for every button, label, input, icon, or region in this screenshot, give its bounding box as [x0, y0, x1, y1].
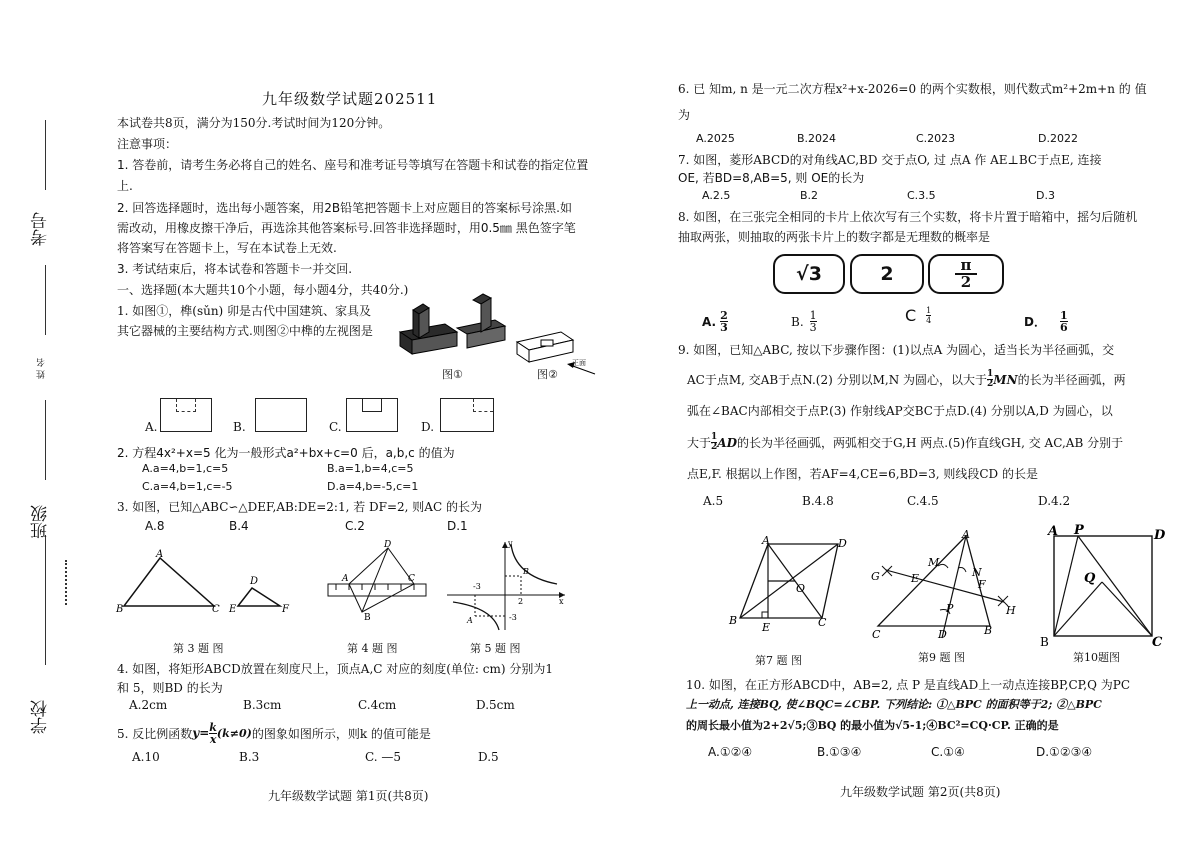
q5-function: y= $\frac{k}{x}$ (k≠0): [192, 721, 252, 746]
svg-text:B: B: [116, 604, 124, 615]
svg-text:A: A: [467, 616, 473, 625]
q9-text-line5: 点E,F. 根据以上作图，若AF=4,CE=6,BD=3, 则线段CD 的长是: [687, 467, 1038, 481]
q8-text-cont: 抽取两张，则抽取的两张卡片上的数字都是无理数的概率是: [678, 230, 991, 244]
svg-text:y: y: [508, 539, 513, 548]
half-fraction: $\frac{1}{2}$: [987, 369, 994, 389]
q2-option-a: A.a=4,b=1,c=5: [142, 462, 229, 475]
svg-text:D: D: [250, 576, 259, 587]
q1-option-c: C.: [329, 420, 342, 434]
q9-option-d: D.4.2: [1038, 494, 1071, 508]
q1-option-b-figure: [255, 398, 307, 432]
exam-no-label: 考号: [31, 212, 51, 246]
q3-option-c: C.2: [345, 519, 365, 533]
binding-line: [45, 535, 46, 665]
class-label: 班级: [31, 505, 51, 539]
page-title: 九年级数学试题202511: [262, 90, 438, 108]
q6-text: 6. 已 知m, n 是一元二次方程x²+x-2026=0 的两个实数根，则代数式m²+2m+n 的 值: [678, 82, 1147, 96]
q8-option-d-row: [1024, 310, 1068, 333]
svg-text:M: M: [928, 556, 940, 569]
q4-option-b: B.3cm: [243, 698, 282, 712]
two-thirds-fraction: $\frac{2}{3}$: [720, 309, 728, 334]
card-2: 2: [850, 254, 924, 294]
q6-option-d: D.2022: [1038, 132, 1078, 145]
q10-option-a: A.①②④: [708, 745, 753, 759]
q6-option-a: A.2025: [696, 132, 735, 145]
q3-option-b: B.4: [229, 519, 249, 533]
svg-text:A: A: [1048, 524, 1059, 539]
segment-mn: MN: [993, 372, 1018, 387]
binding-line: [45, 120, 46, 190]
q2-text: 2. 方程4x²+x=5 化为一般形式a²+bx+c=0 后，a,b,c 的值为: [117, 446, 455, 460]
fig7-caption: 第7 题 图: [755, 654, 802, 667]
q6-text-cont: 为: [678, 108, 691, 122]
svg-text:-3: -3: [509, 613, 517, 622]
fig10-caption: 第10题图: [1073, 651, 1120, 664]
q1-text-cont: 其它器械的主要结构方式.则图②中榫的左视图是: [117, 324, 373, 338]
q5-text: 5. 反比例函数: [117, 727, 193, 741]
q4-text-cont: 和 5，则BD 的长为: [117, 681, 223, 695]
svg-text:D: D: [1154, 528, 1166, 543]
q9-text-cont: AC于点M, 交AB于点N.(2) 分别以M,N 为圆心，以大于: [687, 373, 988, 387]
q1-option-a-figure: [160, 398, 212, 432]
fig10-square: [1038, 520, 1168, 648]
q4-option-c: C.4cm: [358, 698, 397, 712]
q2-option-d: D.a=4,b=-5,c=1: [327, 480, 419, 493]
q3-option-a: A.8: [145, 519, 165, 533]
svg-text:F: F: [978, 578, 986, 591]
svg-text:B: B: [364, 613, 371, 620]
one-fourth-fraction: $\frac{1}{4}$: [926, 306, 932, 325]
fig3-similar-triangles: [112, 548, 302, 618]
svg-text:A: A: [762, 534, 770, 547]
right-page-footer: 九年级数学试题 第2页(共8页): [840, 785, 1001, 799]
notice-2-cont2: 将答案写在答题卡上，写在本试卷上无效.: [117, 241, 337, 255]
svg-text:H: H: [1006, 604, 1016, 617]
svg-text:D: D: [938, 628, 947, 640]
card-sqrt3: √3: [773, 254, 845, 294]
q9-option-c: C.4.5: [907, 494, 939, 508]
q7-option-d: D.3: [1036, 189, 1055, 202]
q7-text-cont: OE, 若BD=8,AB=5, 则 OE的长为: [678, 171, 865, 185]
svg-text:A: A: [962, 528, 970, 541]
section-heading: 一、选择题(本大题共10个小题，每小题4分，共40分.): [117, 283, 409, 297]
school-label: 学校: [31, 700, 51, 734]
svg-text:P: P: [946, 602, 954, 615]
svg-text:C: C: [408, 574, 415, 584]
q8-option-c: C: [905, 306, 917, 325]
q8-option-d: D．: [1024, 315, 1046, 329]
svg-text:A: A: [156, 549, 164, 560]
figure-2-block: [517, 332, 573, 362]
one-third-fraction: $\frac{1}{3}$: [809, 309, 817, 334]
q9-text-line4-end: 的长为半径画弧，两弧相交于G,H 两点.(5)作直线GH, 交 AC,AB 分别于: [737, 436, 1124, 450]
fig7-rhombus: [726, 534, 856, 636]
half-fraction: $\frac{1}{2}$: [711, 432, 718, 452]
svg-text:B: B: [523, 567, 529, 576]
svg-text:A: A: [342, 574, 349, 584]
svg-text:B: B: [984, 624, 993, 637]
svg-text:C: C: [1152, 635, 1163, 648]
figure-1-block: [400, 304, 457, 354]
q6-option-b: B.2024: [797, 132, 837, 145]
q8-option-b-row: [791, 310, 817, 333]
q8-option-b: B.: [791, 314, 804, 329]
q9-text-line2: [687, 370, 1126, 389]
notice-2: 2. 回答选择题时，选出每小题答案，用2B铅笔把答题卡上对应题目的答案标号涂黑.如: [117, 201, 572, 215]
q10-option-c: C.①④: [931, 745, 965, 759]
fig4-caption: 第 4 题 图: [347, 642, 398, 655]
notice-3: 3. 考试结束后，将本试卷和答题卡一并交回.: [117, 262, 353, 276]
notice-2-cont: 需改动，用橡皮擦干净后，再选涂其他答案标号.回答非选择题时，用0.5㎜ 黑色签字笔: [117, 221, 576, 235]
k-over-x-fraction: $\frac{k}{x}$: [209, 721, 217, 746]
q6-option-c: C.2023: [916, 132, 956, 145]
q7-option-b: B.2: [800, 189, 819, 202]
svg-text:B: B: [729, 614, 738, 627]
notice-1-cont: 上.: [117, 179, 133, 193]
svg-text:Q: Q: [1084, 571, 1096, 586]
q8-option-a: A.: [702, 314, 717, 329]
q8-option-c-row: [905, 306, 931, 325]
q4-text: 4. 如图，将矩形ABCD放置在刻度尺上，顶点A,C 对应的刻度(单位: cm) 分别为1: [117, 662, 554, 676]
q1-option-d-figure: [440, 398, 494, 432]
card-pi-over-2: [928, 254, 1004, 294]
q1-option-c-figure: [346, 398, 398, 432]
q5-option-d: D.5: [478, 750, 499, 764]
q1-option-b: B.: [233, 420, 246, 434]
dotted-mark: [65, 560, 69, 605]
q10-text: 10. 如图，在正方形ABCD中，AB=2, 点 P 是直线AD上一动点连接BP,CP,Q 为PC: [686, 678, 1131, 692]
name-label: 姓 名: [37, 358, 47, 379]
svg-text:C: C: [818, 616, 827, 629]
q9-text-cont2: 的长为半径画弧，两: [1017, 373, 1126, 387]
q4-option-d: D.5cm: [476, 698, 515, 712]
q1-front-label: 正面: [572, 359, 586, 367]
notice-1: 1. 答卷前，请考生务必将自己的姓名、座号和准考证号等填写在答题卡和试卷的指定位置: [117, 158, 589, 172]
svg-text:C: C: [212, 604, 220, 615]
q9-option-b: B.4.8: [802, 494, 834, 508]
notice-heading: 注意事项：: [117, 137, 178, 151]
left-page-footer: 九年级数学试题 第1页(共8页): [268, 789, 429, 803]
svg-text:2: 2: [518, 597, 524, 606]
q7-option-c: C.3.5: [907, 189, 936, 202]
svg-text:F: F: [282, 604, 289, 615]
svg-text:-3: -3: [473, 582, 481, 591]
svg-text:N: N: [972, 566, 982, 579]
card-pi-numerator: π: [960, 256, 972, 274]
q8-text: 8. 如图，在三张完全相同的卡片上依次写有三个实数，将卡片置于暗箱中，摇匀后随机: [678, 210, 1138, 224]
q1-text: 1. 如图①，榫(sǔn) 卯是古代中国建筑、家具及: [117, 304, 372, 318]
fig4-ruler-rectangle: [322, 540, 432, 620]
q9-text-line3: 弧在∠BAC内部相交于点P.(3) 作射线AP交BC于点D.(4) 分别以A,D 为圆心，以: [687, 404, 1113, 418]
svg-text:x: x: [559, 597, 564, 606]
binding-line: [45, 265, 46, 335]
q5-text-cont: 的图象如图所示，则k 的值可能是: [251, 727, 431, 741]
q9-text-line4: [687, 433, 1123, 452]
svg-text:G: G: [871, 570, 880, 583]
q2-option-b: B.a=1,b=4,c=5: [327, 462, 414, 475]
exam-intro: 本试卷共8页，满分为150分.考试时间为120分钟。: [117, 116, 391, 130]
q3-option-d: D.1: [447, 519, 468, 533]
one-sixth-fraction: $\frac{1}{6}$: [1059, 309, 1068, 334]
svg-text:E: E: [762, 621, 771, 634]
q1-option-a: A.: [145, 420, 158, 434]
figure-1-piece: [457, 294, 505, 348]
svg-text:D: D: [838, 537, 847, 550]
fig3-caption: 第 3 题 图: [173, 642, 224, 655]
q1-option-d: D.: [421, 420, 435, 434]
svg-text:P: P: [1074, 523, 1084, 538]
q8-option-a-row: [702, 310, 728, 333]
q5-text-row: [117, 722, 431, 745]
q2-option-c: C.a=4,b=1,c=-5: [142, 480, 233, 493]
q5-option-c: C. —5: [365, 750, 402, 764]
card-pi-denominator: 2: [960, 273, 972, 291]
q5-option-a: A.10: [132, 750, 160, 764]
svg-text:C: C: [872, 628, 881, 640]
binding-line: [45, 400, 46, 480]
q7-text: 7. 如图，菱形ABCD的对角线AC,BD 交于点O, 过 点A 作 AE⊥BC于点E, 连接: [678, 153, 1102, 167]
fig5-caption: 第 5 题 图: [470, 642, 521, 655]
q9-text: 9. 如图，已知△ABC, 按以下步骤作图：(1)以点A 为圆心，适当长为半径画弧，交: [678, 343, 1115, 357]
q5-option-b: B.3: [239, 750, 260, 764]
svg-text:O: O: [796, 582, 806, 595]
q3-text: 3. 如图，已知△ABC∽△DEF,AB:DE=2:1, 若 DF=2, 则AC 的长为: [117, 500, 482, 514]
fig9-caption: 第9 题 图: [918, 651, 965, 664]
svg-text:B: B: [1040, 635, 1049, 648]
segment-ad: AD: [717, 435, 737, 450]
q4-option-a: A.2cm: [129, 698, 168, 712]
q1-fig2-label: 图②: [537, 368, 558, 381]
fig9-triangle-construction: [868, 526, 1018, 640]
fig5-hyperbola-graph: [445, 538, 570, 633]
svg-text:E: E: [911, 572, 920, 585]
q10-text-cont: 上一动点, 连接BQ, 使∠BQC=∠CBP. 下列结论: ①△BPC 的面积等于2; ②△BPC: [686, 698, 1102, 711]
q10-text-cont2: 的周长最小值为2+2√5;③BQ 的最小值为√5-1;④BC²=CQ·CP. 正确的是: [686, 719, 1059, 732]
q7-option-a: A.2.5: [702, 189, 731, 202]
q10-option-b: B.①③④: [817, 745, 862, 759]
q10-option-d: D.①②③④: [1036, 745, 1093, 759]
q9-text-line4-start: 大于: [687, 436, 712, 450]
svg-text:E: E: [229, 604, 237, 615]
svg-text:D: D: [384, 540, 392, 550]
q9-option-a: A.5: [703, 494, 724, 508]
q1-fig1-label: 图①: [442, 368, 463, 381]
